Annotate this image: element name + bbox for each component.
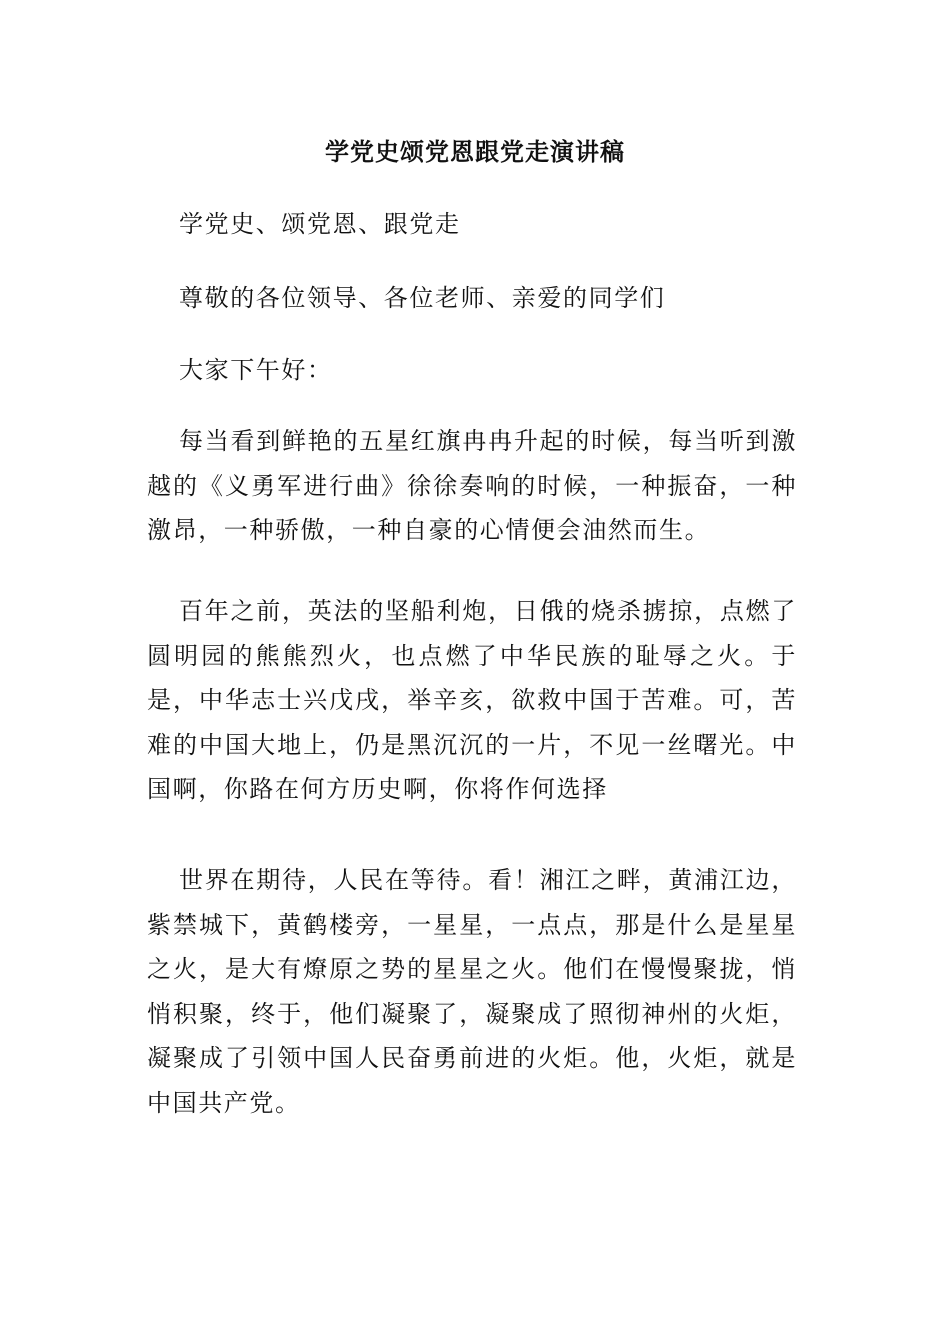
body-paragraph-3: 世界在期待，人民在等待。看！湘江之畔，黄浦江边，紫禁城下，黄鹤楼旁，一星星，一点点，那是什么是星星之火，是大有燎原之势的星星之火。他们在慢慢聚拢，悄悄积聚，终于，他们凝聚了，凝聚成了照彻神州的火炬，凝聚成了引领中国人民奋勇前进的火炬。他，火炬，就是中国共产党。 (147, 866, 797, 1117)
salutation-line: 尊敬的各位领导、各位老师、亲爱的同学们 (179, 284, 666, 312)
subtitle-line: 学党史、颂党恩、跟党走 (179, 210, 461, 238)
greeting-line: 大家下午好： (179, 356, 333, 384)
body-paragraph-1: 每当看到鲜艳的五星红旗冉冉升起的时候，每当听到激越的《义勇军进行曲》徐徐奏响的时候，一种振奋，一种激昂，一种骄傲，一种自豪的心情便会油然而生。 (147, 427, 797, 544)
document-title: 学党史颂党恩跟党走演讲稿 (325, 137, 625, 166)
body-paragraph-2: 百年之前，英法的坚船利炮，日俄的烧杀掳掠，点燃了圆明园的熊熊烈火，也点燃了中华民族的耻辱之火。于是，中华志士兴戊戌，举辛亥，欲救中国于苦难。可，苦难的中国大地上，仍是黑沉沉的一片，不见一丝曙光。中国啊，你路在何方历史啊，你将作何选择 (147, 597, 797, 803)
